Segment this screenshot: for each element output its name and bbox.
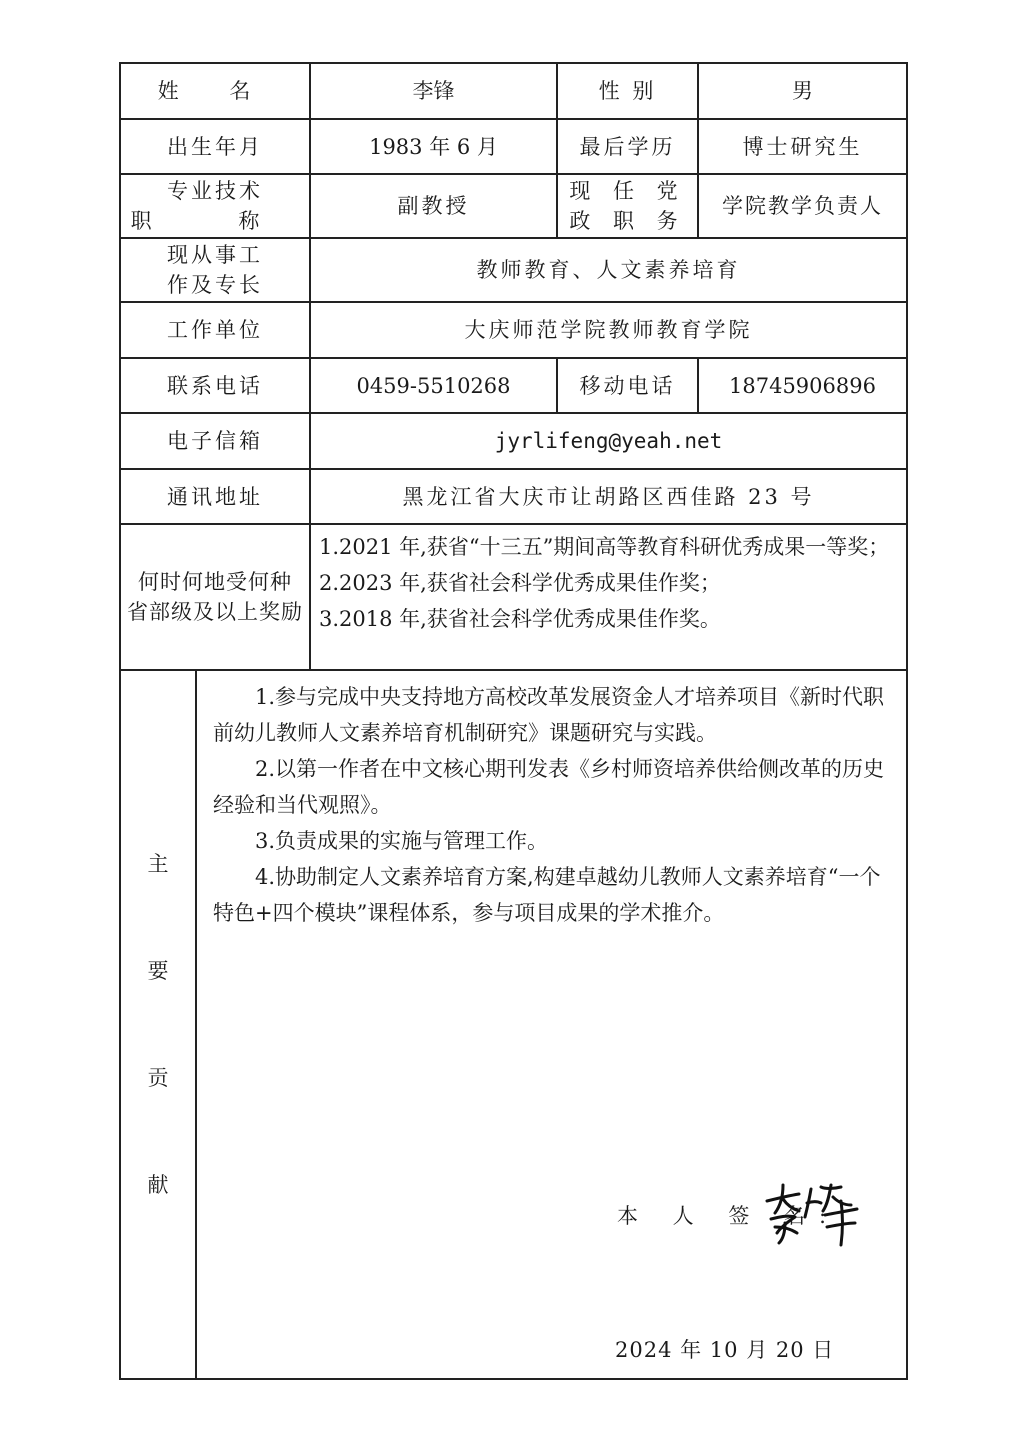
work-label — [120, 238, 310, 302]
phone-value: 0459-5510268 — [310, 358, 557, 413]
name-label: 姓 名 — [120, 63, 310, 119]
email-value: jyrlifeng@yeah.net — [310, 413, 907, 469]
award-item: 1.2021 年,获省“十三五”期间高等教育科研优秀成果一等奖； — [319, 535, 890, 559]
awards-list — [310, 524, 907, 670]
title-label-line-1: 专业技术 — [167, 179, 263, 203]
name-value: 李锋 — [310, 63, 557, 119]
contributions-text — [197, 671, 906, 931]
title-label — [120, 174, 310, 238]
award-item: 3.2018 年,获省社会科学优秀成果佳作奖。 — [319, 607, 721, 631]
side-char: 贡 — [147, 1065, 169, 1090]
title-value: 副教授 — [310, 174, 557, 238]
work-value: 教师教育、人文素养培育 — [310, 238, 907, 302]
contributions-side-label — [120, 670, 196, 1379]
post-label-line-1: 现 任 党 — [569, 179, 686, 203]
title-label-line-2: 职 称 — [130, 209, 300, 233]
handwritten-signature — [761, 1179, 871, 1257]
signed-date: 2024 年 10 月 20 日 — [615, 1338, 835, 1362]
birth-value: 1983 年 6 月 — [310, 119, 557, 174]
contribution-item: 4.协助制定人文素养培育方案,构建卓越幼儿教师人文素养培育“一个特色+四个模块”课程体系，参与项目成果的学术推介。 — [213, 865, 881, 925]
gender-label: 性 别 — [557, 63, 698, 119]
post-label — [557, 174, 698, 238]
awards-label-line-2: 省部级及以上奖励 — [127, 600, 303, 624]
education-label: 最后学历 — [557, 119, 698, 174]
side-char: 献 — [147, 1172, 169, 1197]
gender-value: 男 — [698, 63, 907, 119]
phone-label: 联系电话 — [120, 358, 310, 413]
awards-label-line-1: 何时何地受何种 — [138, 570, 292, 594]
mobile-label: 移动电话 — [557, 358, 698, 413]
post-label-line-2: 政 职 务 — [569, 209, 686, 233]
post-value: 学院教学负责人 — [698, 174, 907, 238]
unit-value: 大庆师范学院教师教育学院 — [310, 302, 907, 358]
side-char: 主 — [147, 851, 169, 876]
contribution-item: 2.以第一作者在中文核心期刊发表《乡村师资培养供给侧改革的历史经验和当代观照》。 — [213, 757, 885, 817]
birth-label: 出生年月 — [120, 119, 310, 174]
contributions-body — [196, 670, 907, 1379]
contribution-item: 1.参与完成中央支持地方高校改革发展资金人才培养项目《新时代职前幼儿教师人文素养培育机制研究》课题研究与实践。 — [213, 685, 885, 745]
application-form-table — [119, 62, 908, 1380]
education-value: 博士研究生 — [698, 119, 907, 174]
side-char: 要 — [147, 958, 169, 983]
award-item: 2.2023 年,获省社会科学优秀成果佳作奖； — [319, 571, 721, 595]
mobile-value: 18745906896 — [698, 358, 907, 413]
awards-label — [120, 524, 310, 670]
address-value: 黑龙江省大庆市让胡路区西佳路 23 号 — [310, 469, 907, 524]
unit-label: 工作单位 — [120, 302, 310, 358]
signature-label: 本 人 签 名: — [617, 1204, 841, 1228]
email-label: 电子信箱 — [120, 413, 310, 469]
contribution-item: 3.负责成果的实施与管理工作。 — [255, 829, 549, 853]
work-label-line-2: 作及专长 — [167, 273, 263, 297]
work-label-line-1: 现从事工 — [167, 243, 263, 267]
address-label: 通讯地址 — [120, 469, 310, 524]
